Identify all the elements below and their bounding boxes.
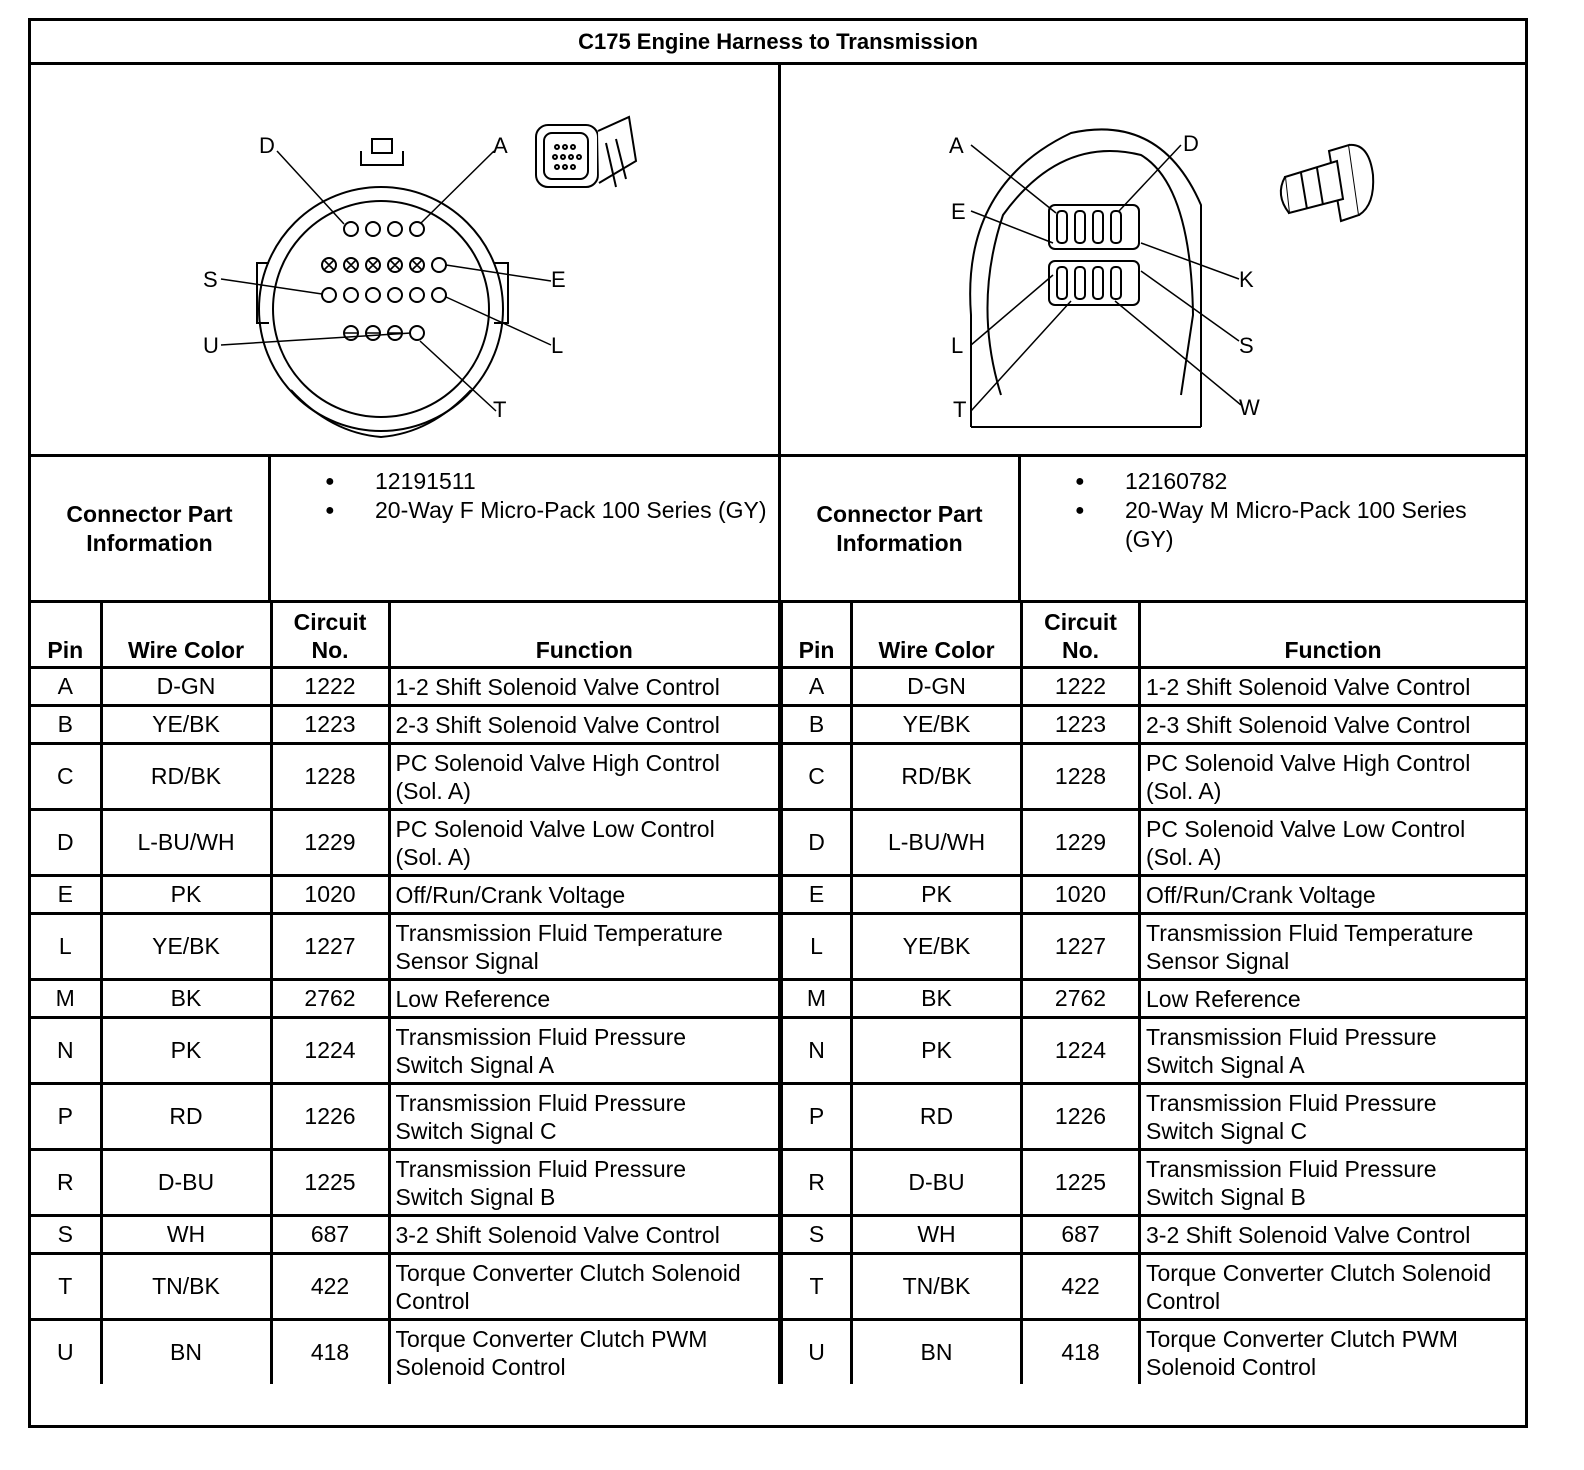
function-cell: [389, 1320, 780, 1385]
table-row: [782, 810, 1526, 876]
pin-cell: D: [31, 810, 101, 876]
function-cell: [389, 1084, 780, 1150]
circuit-cell: 1226: [1022, 1084, 1140, 1150]
left-label-a: A: [493, 133, 508, 158]
wire-color-cell: YE/BK: [101, 914, 271, 980]
right-header-circuit-line2: No.: [1061, 637, 1100, 663]
pin-cell: P: [31, 1084, 101, 1150]
wire-color-cell: YE/BK: [101, 706, 271, 744]
function-cell: [389, 980, 780, 1018]
left-cpi-label-line1: Connector Part: [66, 500, 233, 527]
wire-color-cell: BK: [101, 980, 271, 1018]
left-header-circuit-line2: No.: [311, 637, 349, 663]
circuit-cell: 1229: [271, 810, 389, 876]
pin-cell: M: [782, 980, 852, 1018]
wire-color-cell: BN: [101, 1320, 271, 1385]
table-row: [782, 706, 1526, 744]
right-label-e: E: [951, 199, 966, 224]
right-label-d: D: [1183, 131, 1199, 156]
wire-color-cell: TN/BK: [852, 1254, 1022, 1320]
female-connector-face-drawing: [31, 65, 778, 454]
circuit-cell: 1225: [271, 1150, 389, 1216]
function-cell: [389, 1018, 780, 1084]
wire-color-cell: PK: [852, 876, 1022, 914]
wire-color-cell: RD: [852, 1084, 1022, 1150]
left-header-pin: Pin: [31, 600, 101, 668]
circuit-cell: 687: [1022, 1216, 1140, 1254]
right-pin-rows: [782, 668, 1526, 1385]
function-cell: [1140, 668, 1526, 706]
pin-cell: C: [31, 744, 101, 810]
right-label-k: K: [1239, 267, 1254, 292]
right-cpi-list: [1021, 467, 1515, 554]
pin-cell: L: [31, 914, 101, 980]
function-line: Torque Converter Clutch PWM: [395, 1325, 708, 1352]
right-cpi-item: ● 20-Way M Micro-Pack 100 Series (GY): [1021, 496, 1515, 554]
right-label-a: A: [949, 133, 964, 158]
left-label-t: T: [493, 397, 507, 422]
pin-cell: R: [31, 1150, 101, 1216]
function-line: 2-3 Shift Solenoid Valve Control: [395, 711, 720, 738]
circuit-cell: 418: [1022, 1320, 1140, 1385]
pin-cell: S: [31, 1216, 101, 1254]
left-label-d: D: [259, 133, 275, 158]
right-label-w: W: [1239, 395, 1260, 420]
wire-color-cell: PK: [852, 1018, 1022, 1084]
function-cell: [1140, 876, 1526, 914]
function-cell: [1140, 1216, 1526, 1254]
pin-cell: S: [782, 1216, 852, 1254]
function-line: Control: [395, 1287, 470, 1314]
circuit-cell: 2762: [271, 980, 389, 1018]
right-header-function: Function: [1140, 600, 1526, 668]
table-row: [31, 668, 780, 706]
left-connector-diagram: [31, 65, 781, 454]
function-line: Switch Signal C: [1146, 1117, 1308, 1144]
left-pin-table: [31, 600, 781, 1384]
wire-color-cell: RD: [101, 1084, 271, 1150]
pin-cell: N: [782, 1018, 852, 1084]
table-row: [782, 876, 1526, 914]
right-connector-diagram: [781, 65, 1525, 454]
left-cpi-label-line2: Information: [86, 529, 213, 556]
wire-color-cell: YE/BK: [852, 706, 1022, 744]
function-line: Off/Run/Crank Voltage: [395, 881, 626, 908]
table-row: [31, 744, 780, 810]
male-connector-face-drawing: [781, 65, 1525, 454]
right-label-s: S: [1239, 333, 1254, 358]
function-line: Sensor Signal: [1146, 947, 1290, 974]
circuit-cell: 1229: [1022, 810, 1140, 876]
circuit-cell: 1224: [1022, 1018, 1140, 1084]
left-label-e: E: [551, 267, 566, 292]
table-row: [31, 1084, 780, 1150]
pin-cell: T: [31, 1254, 101, 1320]
function-cell: [1140, 1320, 1526, 1385]
wire-color-cell: L-BU/WH: [101, 810, 271, 876]
table-row: [31, 914, 780, 980]
wire-color-cell: TN/BK: [101, 1254, 271, 1320]
function-cell: [1140, 1254, 1526, 1320]
pin-cell: U: [782, 1320, 852, 1385]
table-row: [31, 980, 780, 1018]
right-header-circuit-line1: Circuit: [1044, 609, 1117, 635]
table-row: [31, 1216, 780, 1254]
circuit-cell: 1228: [271, 744, 389, 810]
function-line: (Sol. A): [1146, 777, 1222, 804]
circuit-cell: 1226: [271, 1084, 389, 1150]
table-row: [31, 810, 780, 876]
table-row: [782, 1216, 1526, 1254]
function-cell: [1140, 744, 1526, 810]
function-line: Transmission Fluid Pressure: [395, 1155, 687, 1182]
left-header-circuit: [271, 600, 389, 668]
function-line: Transmission Fluid Pressure: [1146, 1023, 1437, 1050]
table-row: [782, 1150, 1526, 1216]
function-line: Control: [1146, 1287, 1221, 1314]
pin-cell: N: [31, 1018, 101, 1084]
left-cpi-list: [271, 467, 768, 525]
function-line: Switch Signal B: [1146, 1183, 1306, 1210]
left-header-circuit-line1: Circuit: [293, 609, 367, 635]
function-line: PC Solenoid Valve High Control: [1146, 749, 1471, 776]
connector-sheet: [28, 18, 1528, 1428]
function-line: Transmission Fluid Pressure: [395, 1023, 687, 1050]
wire-color-cell: YE/BK: [852, 914, 1022, 980]
pin-cell: M: [31, 980, 101, 1018]
function-cell: [1140, 1084, 1526, 1150]
function-cell: [1140, 1018, 1526, 1084]
table-row: [31, 1150, 780, 1216]
function-cell: [1140, 810, 1526, 876]
left-label-l: L: [551, 333, 564, 358]
left-label-u: U: [203, 333, 219, 358]
wire-color-cell: PK: [101, 1018, 271, 1084]
function-cell: [389, 744, 780, 810]
pin-cell: A: [782, 668, 852, 706]
pin-cell: B: [782, 706, 852, 744]
wire-color-cell: RD/BK: [852, 744, 1022, 810]
circuit-cell: 1223: [1022, 706, 1140, 744]
function-line: PC Solenoid Valve High Control: [395, 749, 720, 776]
female-connector-thumbnail: [536, 117, 636, 187]
right-cpi-item: ● 12160782: [1021, 467, 1515, 496]
circuit-cell: 1228: [1022, 744, 1140, 810]
circuit-cell: 1222: [271, 668, 389, 706]
function-cell: [389, 1216, 780, 1254]
function-line: (Sol. A): [395, 843, 471, 870]
function-line: (Sol. A): [395, 777, 471, 804]
function-line: 2-3 Shift Solenoid Valve Control: [1146, 711, 1471, 738]
pin-cell: C: [782, 744, 852, 810]
function-line: Torque Converter Clutch Solenoid: [1146, 1259, 1492, 1286]
function-cell: [1140, 980, 1526, 1018]
table-row: [782, 1084, 1526, 1150]
function-line: Switch Signal B: [395, 1183, 556, 1210]
wire-color-cell: PK: [101, 876, 271, 914]
right-header-pin: Pin: [782, 600, 852, 668]
function-cell: [1140, 706, 1526, 744]
function-cell: [389, 1254, 780, 1320]
wire-color-cell: WH: [101, 1216, 271, 1254]
right-pin-table: [780, 600, 1525, 1384]
table-row: [782, 744, 1526, 810]
function-cell: [1140, 914, 1526, 980]
table-row: [31, 1254, 780, 1320]
function-line: 3-2 Shift Solenoid Valve Control: [1146, 1221, 1471, 1248]
pin-cell: E: [782, 876, 852, 914]
function-line: Switch Signal A: [1146, 1051, 1305, 1078]
table-row: [782, 668, 1526, 706]
wire-color-cell: WH: [852, 1216, 1022, 1254]
function-line: Torque Converter Clutch Solenoid: [395, 1259, 741, 1286]
table-row: [31, 1320, 780, 1385]
table-row: [782, 1320, 1526, 1385]
wire-color-cell: RD/BK: [101, 744, 271, 810]
left-cpi-label: [31, 457, 271, 600]
circuit-cell: 1227: [1022, 914, 1140, 980]
circuit-cell: 1020: [1022, 876, 1140, 914]
wire-color-cell: BN: [852, 1320, 1022, 1385]
pin-cell: E: [31, 876, 101, 914]
function-line: Transmission Fluid Temperature: [395, 919, 723, 946]
pin-cell: L: [782, 914, 852, 980]
function-line: Transmission Fluid Pressure: [1146, 1155, 1437, 1182]
function-line: Transmission Fluid Pressure: [1146, 1089, 1437, 1116]
pin-cell: R: [782, 1150, 852, 1216]
circuit-cell: 422: [1022, 1254, 1140, 1320]
right-connector-part-info: [781, 454, 1525, 603]
right-cpi-label-line1: Connector Part: [816, 500, 983, 527]
function-cell: [389, 810, 780, 876]
function-line: PC Solenoid Valve Low Control: [395, 815, 715, 842]
pin-cell: T: [782, 1254, 852, 1320]
pin-cell: A: [31, 668, 101, 706]
function-line: Switch Signal A: [395, 1051, 555, 1078]
left-pin-rows: [31, 668, 780, 1385]
circuit-cell: 1225: [1022, 1150, 1140, 1216]
wire-color-cell: D-BU: [852, 1150, 1022, 1216]
function-line: (Sol. A): [1146, 843, 1222, 870]
pin-cell: U: [31, 1320, 101, 1385]
function-line: Solenoid Control: [1146, 1353, 1317, 1380]
left-header-wire-color: Wire Color: [101, 600, 271, 668]
circuit-cell: 1224: [271, 1018, 389, 1084]
left-header-function: Function: [389, 600, 780, 668]
function-line: Off/Run/Crank Voltage: [1146, 881, 1376, 908]
pin-cell: D: [782, 810, 852, 876]
wire-color-cell: BK: [852, 980, 1022, 1018]
function-cell: [389, 1150, 780, 1216]
function-cell: [389, 914, 780, 980]
wire-color-cell: D-GN: [852, 668, 1022, 706]
function-line: 1-2 Shift Solenoid Valve Control: [1146, 673, 1471, 700]
wire-color-cell: D-BU: [101, 1150, 271, 1216]
left-cpi-item: ● 12191511: [271, 467, 768, 496]
right-header-circuit: [1022, 600, 1140, 668]
function-line: Low Reference: [395, 985, 551, 1012]
circuit-cell: 2762: [1022, 980, 1140, 1018]
table-row: [31, 1018, 780, 1084]
table-row: [782, 980, 1526, 1018]
right-label-t: T: [953, 397, 967, 422]
function-line: Solenoid Control: [395, 1353, 566, 1380]
table-row: [31, 876, 780, 914]
right-cpi-label: [781, 457, 1021, 600]
wire-color-cell: D-GN: [101, 668, 271, 706]
function-line: 1-2 Shift Solenoid Valve Control: [395, 673, 720, 700]
left-cpi-item: ● 20-Way F Micro-Pack 100 Series (GY): [271, 496, 768, 525]
right-cpi-label-line2: Information: [836, 529, 963, 556]
circuit-cell: 1222: [1022, 668, 1140, 706]
table-row: [782, 1018, 1526, 1084]
pin-cell: B: [31, 706, 101, 744]
function-line: Transmission Fluid Temperature: [1146, 919, 1474, 946]
function-line: PC Solenoid Valve Low Control: [1146, 815, 1466, 842]
function-cell: [389, 668, 780, 706]
circuit-cell: 1223: [271, 706, 389, 744]
wire-color-cell: L-BU/WH: [852, 810, 1022, 876]
function-line: Transmission Fluid Pressure: [395, 1089, 687, 1116]
left-label-s: S: [203, 267, 218, 292]
function-cell: [389, 876, 780, 914]
circuit-cell: 418: [271, 1320, 389, 1385]
right-header-wire-color: Wire Color: [852, 600, 1022, 668]
function-cell: [389, 706, 780, 744]
male-connector-thumbnail: [1281, 145, 1373, 221]
circuit-cell: 687: [271, 1216, 389, 1254]
circuit-cell: 422: [271, 1254, 389, 1320]
function-line: Sensor Signal: [395, 947, 539, 974]
table-row: [31, 706, 780, 744]
left-connector-part-info: [31, 454, 781, 603]
circuit-cell: 1227: [271, 914, 389, 980]
function-line: 3-2 Shift Solenoid Valve Control: [395, 1221, 720, 1248]
page-title: C175 Engine Harness to Transmission: [31, 21, 1525, 65]
pin-cell: P: [782, 1084, 852, 1150]
function-line: Torque Converter Clutch PWM: [1146, 1325, 1458, 1352]
circuit-cell: 1020: [271, 876, 389, 914]
table-row: [782, 914, 1526, 980]
function-line: Low Reference: [1146, 985, 1301, 1012]
table-row: [782, 1254, 1526, 1320]
function-cell: [1140, 1150, 1526, 1216]
right-label-l: L: [951, 333, 964, 358]
function-line: Switch Signal C: [395, 1117, 557, 1144]
